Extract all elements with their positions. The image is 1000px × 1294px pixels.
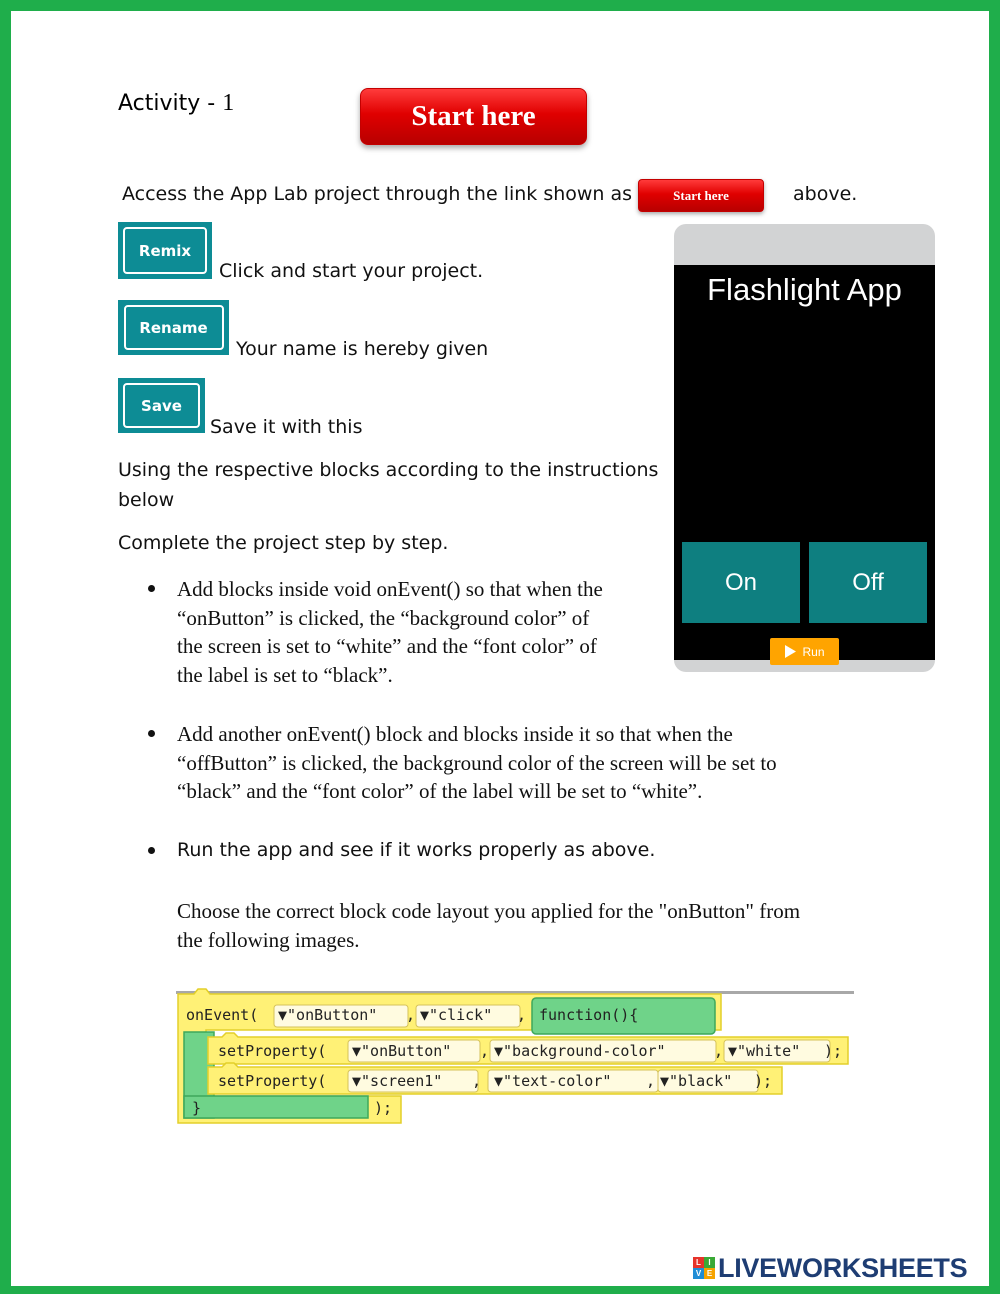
remix-text: Click and start your project. [219,260,484,282]
bullet-3-text: Run the app and see if it works properly as above. [177,839,656,861]
bullet-2-text: Add another onEvent() block and blocks inside it so that when the “offButton” is clicked, the background color of the screen will be set to “black” and the “font color” of the label will be set to “white”. [177,722,777,803]
dropdown-arrow-icon: ▼ [494,1072,504,1090]
bullet-dot [148,585,155,592]
play-icon [784,645,796,658]
code-setproperty-2: setProperty( [218,1072,327,1090]
save-button-label: Save [123,383,200,428]
dropdown-arrow-icon: ▼ [660,1072,670,1090]
access-text: Access the App Lab project through the link shown as [122,183,633,205]
code-comma: , [714,1042,724,1060]
code-close-call: ); [374,1099,393,1117]
code-close-brace: } [192,1099,202,1117]
code-setproperty-1: setProperty( [218,1042,327,1060]
dropdown-arrow-icon: ▼ [494,1042,504,1060]
bullet-1-text: Add blocks inside void onEvent() so that when the “onButton” is clicked, the “background color” of the screen is set to “white” and the “font color” of the label is set to “black”. [177,577,603,687]
code-dropdown-click[interactable]: ▼"click" [420,1006,493,1024]
liveworksheets-wordmark: LIVEWORKSHEETS [718,1252,968,1283]
code-end-2: ); [754,1072,773,1090]
rename-button[interactable] [118,300,229,355]
dropdown-arrow-icon: ▼ [352,1042,362,1060]
remix-button[interactable] [118,222,212,279]
code-onevent: onEvent( [186,1006,259,1024]
on-button[interactable]: On [682,542,800,623]
code-comma: , [517,1006,527,1024]
code-function: function(){ [539,1006,639,1024]
start-here-inline-button[interactable]: Start here [638,179,764,212]
bullet-dot [148,847,155,854]
activity-heading: Activity - 1 [118,90,235,116]
code-comma: , [406,1006,416,1024]
code-dropdown-textcolor[interactable]: ▼"text-color" [494,1072,612,1090]
complete-text: Complete the project step by step. [118,532,449,554]
dropdown-arrow-icon: ▼ [420,1006,430,1024]
app-title: Flashlight App [707,272,902,307]
liveworksheets-brand [693,1254,967,1282]
code-comma: , [646,1072,656,1090]
liveworksheets-logo-icon: L I V E [693,1257,715,1279]
code-dropdown-black[interactable]: ▼"black" [660,1072,733,1090]
question-text: Choose the correct block code layout you applied for the "onButton" from the following images. [177,899,801,952]
code-comma: , [472,1072,482,1090]
code-dropdown-onbutton-2[interactable]: ▼"onButton" [352,1042,452,1060]
flashlight-app-preview [674,224,935,672]
off-button[interactable]: Off [809,542,927,623]
access-text-after: above. [793,183,858,205]
start-here-button[interactable]: Start here [360,88,587,145]
dropdown-arrow-icon: ▼ [352,1072,362,1090]
remix-button-label: Remix [123,227,207,274]
code-dropdown-bgcolor[interactable]: ▼"background-color" [494,1042,666,1060]
rename-button-label: Rename [124,305,224,350]
code-end-1: ); [824,1042,843,1060]
dropdown-arrow-icon: ▼ [278,1006,288,1024]
save-text: Save it with this [210,416,363,438]
instructions-line-2: below [118,489,175,511]
run-button[interactable]: Run [770,638,839,665]
code-comma: , [480,1042,490,1060]
dropdown-arrow-icon: ▼ [728,1042,738,1060]
code-dropdown-screen1[interactable]: ▼"screen1" [352,1072,443,1090]
bullet-dot [148,730,155,737]
rename-text: Your name is hereby given [236,338,489,360]
code-dropdown-white[interactable]: ▼"white" [728,1042,801,1060]
save-button[interactable] [118,378,205,433]
instructions-line-1: Using the respective blocks according to the instructions [118,459,659,481]
code-dropdown-onbutton[interactable]: ▼"onButton" [278,1006,378,1024]
block-code-image [176,984,854,1126]
